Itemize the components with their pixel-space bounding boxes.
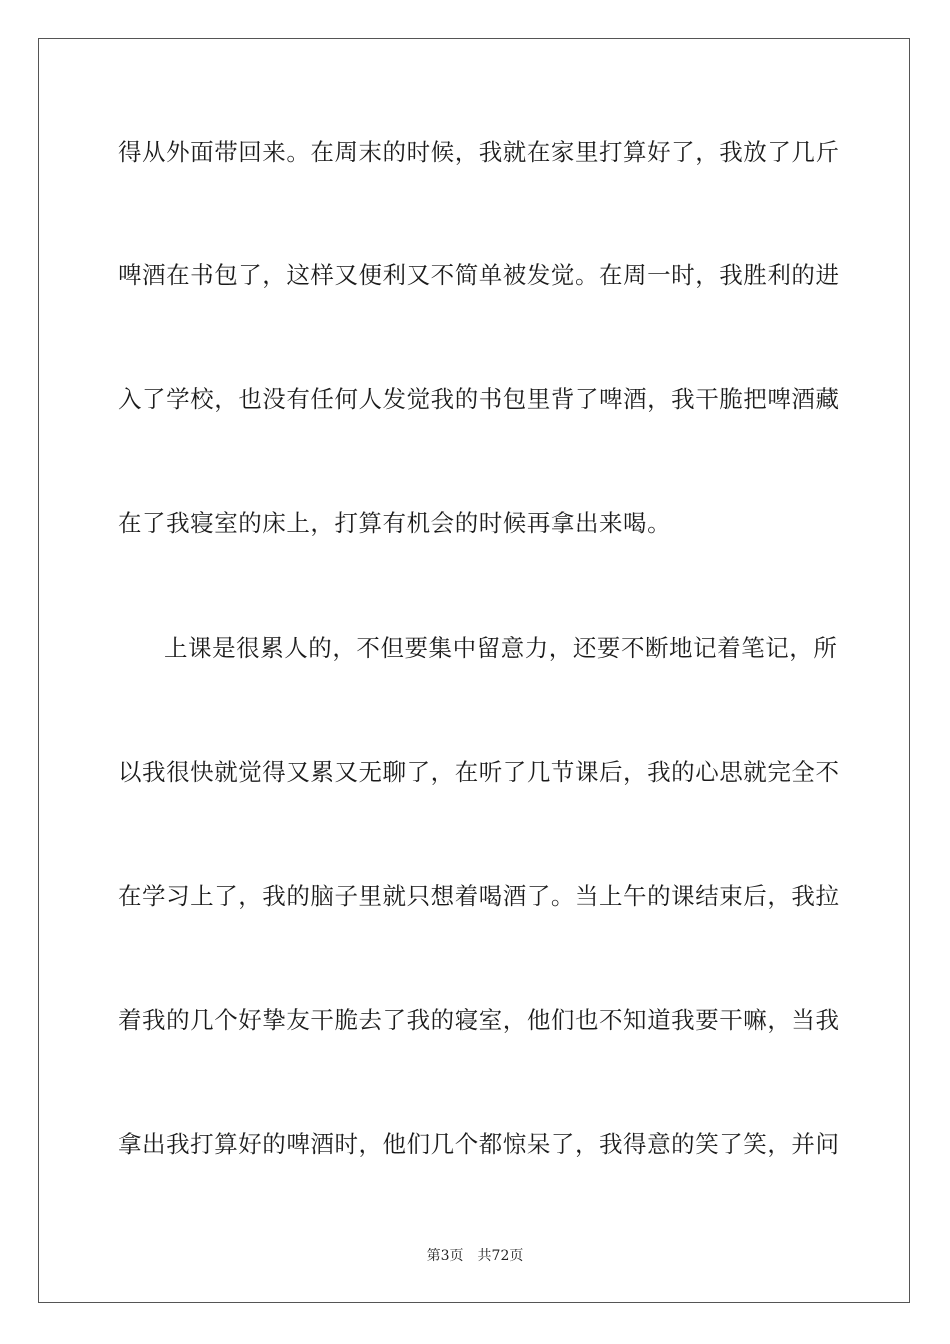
page-border: [38, 38, 910, 1303]
page-footer: [0, 1246, 950, 1266]
paragraph-line-1: 得从外面带回来。在周末的时候，我就在家里打算好了，我放了几斤: [118, 138, 840, 166]
paragraph-line-5: 上课是很累人的，不但要集中留意力，还要不断地记着笔记，所: [164, 634, 838, 662]
paragraph-line-7: 在学习上了，我的脑子里就只想着喝酒了。当上午的课结束后，我拉: [118, 882, 840, 910]
paragraph-line-3: 入了学校，也没有任何人发觉我的书包里背了啤酒，我干脆把啤酒藏: [118, 385, 840, 413]
page-total: 共72页: [477, 1248, 524, 1264]
paragraph-line-6: 以我很快就觉得又累又无聊了，在听了几节课后，我的心思就完全不: [118, 758, 840, 786]
paragraph-line-2: 啤酒在书包了，这样又便利又不简单被发觉。在周一时，我胜利的进: [118, 261, 840, 289]
paragraph-line-4: 在了我寝室的床上，打算有机会的时候再拿出来喝。: [118, 509, 672, 537]
page-number: 第3页: [426, 1248, 464, 1264]
paragraph-line-9: 拿出我打算好的啤酒时，他们几个都惊呆了，我得意的笑了笑，并问: [118, 1130, 840, 1158]
paragraph-line-8: 着我的几个好挚友干脆去了我的寝室，他们也不知道我要干嘛，当我: [118, 1006, 840, 1034]
